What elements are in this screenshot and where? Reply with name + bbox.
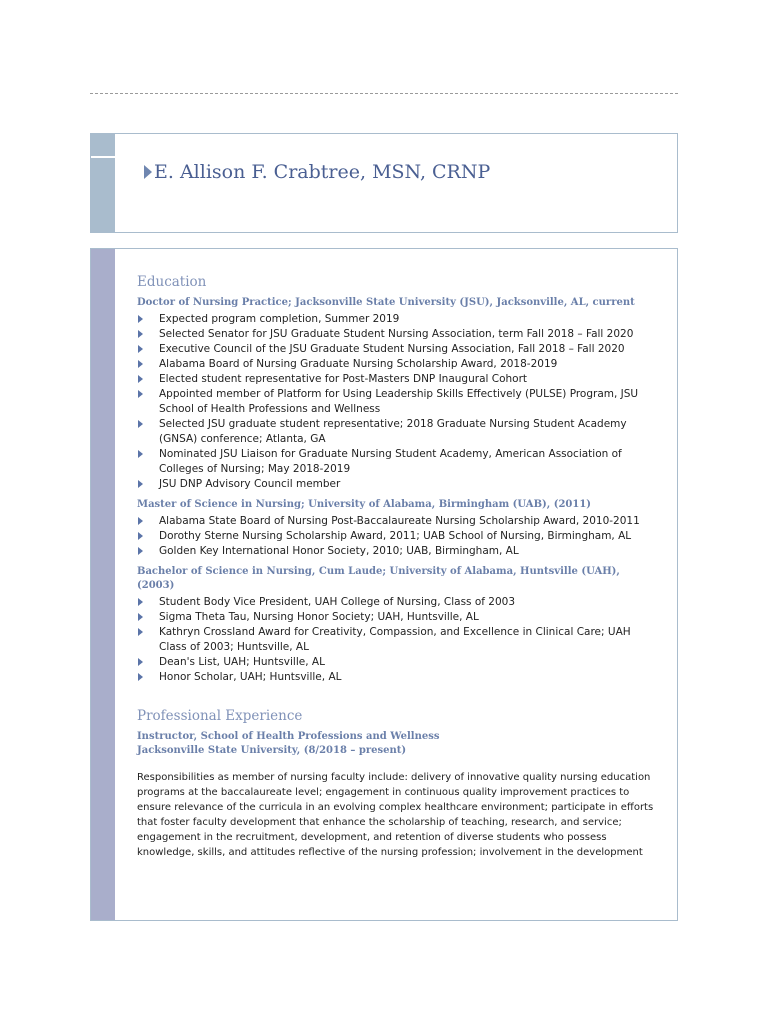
bullet-arrow-icon xyxy=(138,345,143,353)
list-item: Alabama State Board of Nursing Post-Baccalaureate Nursing Scholarship Award, 2010-2011 xyxy=(137,514,657,529)
header-accent-bar xyxy=(91,158,115,232)
list-item: Nominated JSU Liaison for Graduate Nursing Student Academy, American Association of Colleges of Nursing; May 2018-2019 xyxy=(137,447,657,477)
list-item: Alabama Board of Nursing Graduate Nursing Scholarship Award, 2018-2019 xyxy=(137,357,657,372)
bullet-arrow-icon xyxy=(138,658,143,666)
resume-body-box xyxy=(90,248,678,921)
entry-title-instructor: Instructor, School of Health Professions and Wellness xyxy=(137,731,440,742)
experience-description: Responsibilities as member of nursing faculty include: delivery of innovative quality nursing education programs at the baccalaureate level; engagement in continuous quality improvement practices to ensure relevance of the curricula in an evolving complex healthcare environment; participate in efforts that foster faculty development that enhance the scholarship of teaching, research, and service; engagement in the recruitment, development, and retention of diverse students who possess knowledge, skills, and attitudes reflective of the nursing profession; involvement in the development xyxy=(137,772,654,858)
list-item: Honor Scholar, UAH; Huntsville, AL xyxy=(137,670,657,685)
list-item: Selected Senator for JSU Graduate Student Nursing Association, term Fall 2018 – Fall 2020 xyxy=(137,327,657,342)
bullet-arrow-icon xyxy=(138,613,143,621)
bullet-arrow-icon xyxy=(138,532,143,540)
bullet-arrow-icon xyxy=(138,330,143,338)
list-item: Selected JSU graduate student representative; 2018 Graduate Nursing Student Academy (GNSA) conference; Atlanta, GA xyxy=(137,417,657,447)
list-item: Dorothy Sterne Nursing Scholarship Award, 2011; UAB School of Nursing, Birmingham, AL xyxy=(137,529,657,544)
bullet-arrow-icon xyxy=(138,450,143,458)
list-item: JSU DNP Advisory Council member xyxy=(137,477,657,492)
list-item: Student Body Vice President, UAH College of Nursing, Class of 2003 xyxy=(137,595,657,610)
bullet-arrow-icon xyxy=(138,673,143,681)
bullet-list-bsn xyxy=(137,595,657,685)
name-header-box xyxy=(90,133,678,233)
top-divider xyxy=(90,93,678,94)
bullet-arrow-icon xyxy=(138,517,143,525)
list-item: Kathryn Crossland Award for Creativity, Compassion, and Excellence in Clinical Care; UAH Class of 2003; Huntsville, AL xyxy=(137,625,657,655)
bullet-arrow-icon xyxy=(138,547,143,555)
section-title-education: Education xyxy=(137,274,207,290)
list-item: Elected student representative for Post-Masters DNP Inaugural Cohort xyxy=(137,372,657,387)
list-item: Expected program completion, Summer 2019 xyxy=(137,312,657,327)
body-accent-bar xyxy=(91,249,115,920)
bullet-list-msn xyxy=(137,514,657,559)
bullet-arrow-icon xyxy=(138,598,143,606)
triangle-arrow-icon xyxy=(144,165,152,179)
bullet-arrow-icon xyxy=(138,480,143,488)
list-item: Dean's List, UAH; Huntsville, AL xyxy=(137,655,657,670)
bullet-arrow-icon xyxy=(138,360,143,368)
bullet-arrow-icon xyxy=(138,390,143,398)
bullet-arrow-icon xyxy=(138,375,143,383)
entry-title-bsn: Bachelor of Science in Nursing, Cum Laude; University of Alabama, Huntsville (UAH), (2003) xyxy=(137,566,620,591)
person-name: E. Allison F. Crabtree, MSN, CRNP xyxy=(154,161,491,183)
resume-content xyxy=(137,273,657,860)
section-title-experience: Professional Experience xyxy=(137,708,303,724)
bullet-arrow-icon xyxy=(138,420,143,428)
bullet-arrow-icon xyxy=(138,628,143,636)
list-item: Sigma Theta Tau, Nursing Honor Society; UAH, Huntsville, AL xyxy=(137,610,657,625)
bullet-arrow-icon xyxy=(138,315,143,323)
header-accent-bar-top xyxy=(91,134,115,156)
list-item: Golden Key International Honor Society, 2010; UAB, Birmingham, AL xyxy=(137,544,657,559)
entry-title-dnp: Doctor of Nursing Practice; Jacksonville State University (JSU), Jacksonville, AL, current xyxy=(137,297,635,308)
entry-title-msn: Master of Science in Nursing; University of Alabama, Birmingham (UAB), (2011) xyxy=(137,499,592,510)
list-item: Executive Council of the JSU Graduate Student Nursing Association, Fall 2018 – Fall 2020 xyxy=(137,342,657,357)
bullet-list-dnp xyxy=(137,312,657,492)
section-spacer xyxy=(137,691,657,707)
list-item: Appointed member of Platform for Using Leadership Skills Effectively (PULSE) Program, JSU School of Health Professions and Wellness xyxy=(137,387,657,417)
entry-title-jsu-dates: Jacksonville State University, (8/2018 – present) xyxy=(137,745,407,756)
